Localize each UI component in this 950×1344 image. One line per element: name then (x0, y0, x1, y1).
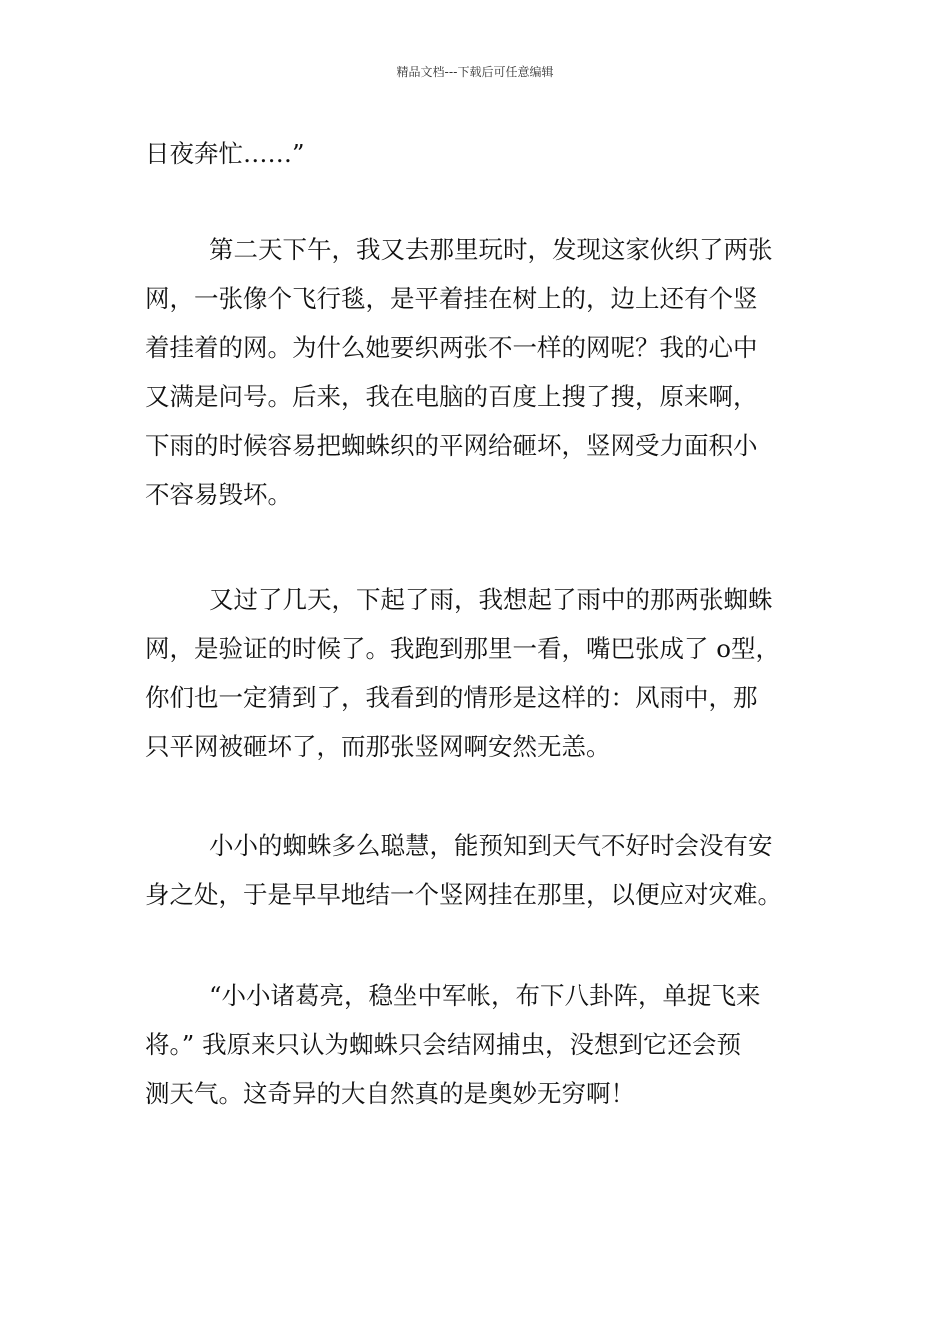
text-line: “小小诸葛亮，稳坐中军帐，布下八卦阵，单捉飞来 (209, 981, 761, 1010)
text-line: 身之处，于是早早地结一个竖网挂在那里，以便应对灾难。 (145, 880, 782, 909)
text-line: 测天气。这奇异的大自然真的是奥妙无穷啊！ (145, 1079, 635, 1108)
text-line: 又满是问号。后来，我在电脑的百度上搜了搜，原来啊， (145, 382, 758, 411)
text-line: 下雨的时候容易把蜘蛛织的平网给砸坏，竖网受力面积小 (145, 431, 758, 460)
text-line: 只平网被砸坏了，而那张竖网啊安然无恙。 (145, 732, 611, 761)
page-header: 精品文档---下载后可任意编辑 (396, 65, 554, 79)
text-line: 你们也一定猜到了，我看到的情形是这样的：风雨中，那 (145, 683, 758, 712)
paragraph-conclusion (145, 971, 825, 1118)
text-line: 将。” 我原来只认为蜘蛛只会结网捕虫，没想到它还会预 (145, 1030, 742, 1059)
text-line: 第二天下午，我又去那里玩时，发现这家伙织了两张 (209, 235, 773, 264)
text-line: 又过了几天，下起了雨，我想起了雨中的那两张蜘蛛 (209, 585, 773, 614)
text-line: 着挂着的网。为什么她要织两张不一样的网呢？我的心中 (145, 333, 758, 362)
text-line: 网，一张像个飞行毯，是平着挂在树上的，边上还有个竖 (145, 284, 758, 313)
paragraph-second-day (145, 225, 825, 519)
text-line: 日夜奔忙……” (145, 139, 305, 168)
text-line: 小小的蜘蛛多么聪慧，能预知到天气不好时会没有安 (209, 831, 773, 860)
text-line: 网，是验证的时候了。我跑到那里一看，嘴巴张成了 o型， (145, 634, 781, 663)
paragraph-rain (145, 575, 825, 771)
text-line: 不容易毁坏。 (145, 480, 292, 509)
paragraph-spider-wisdom (145, 821, 825, 919)
paragraph-continuation (145, 129, 825, 178)
